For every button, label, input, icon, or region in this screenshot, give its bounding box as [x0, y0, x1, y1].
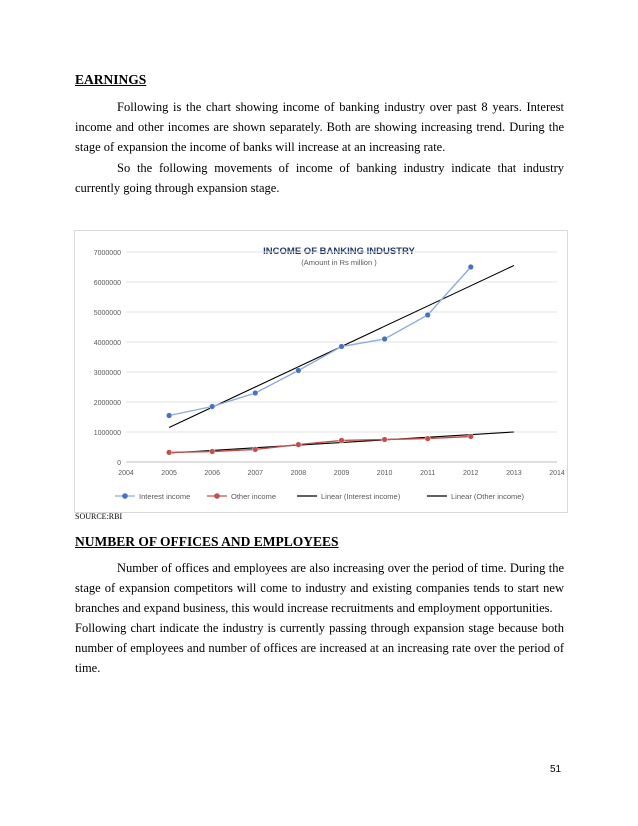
offices-heading: NUMBER OF OFFICES AND EMPLOYEES [75, 534, 339, 549]
y-tick-label: 5000000 [93, 310, 121, 317]
data-point [382, 336, 388, 342]
data-point [339, 344, 345, 350]
x-tick-label: 2012 [463, 470, 479, 477]
legend-label: Linear (Other income) [451, 492, 524, 501]
x-tick-label: 2004 [118, 470, 134, 477]
data-point [468, 434, 474, 440]
x-tick-label: 2010 [376, 470, 393, 477]
y-tick-label: 1000000 [93, 430, 121, 437]
data-point [468, 264, 474, 270]
legend-label: Linear (Interest income) [321, 492, 401, 501]
y-tick-label: 2000000 [93, 400, 121, 407]
x-tick-label: 2009 [333, 470, 350, 477]
data-point [166, 450, 172, 456]
x-tick-label: 2007 [247, 470, 264, 477]
y-tick-label: 6000000 [93, 280, 121, 287]
x-tick-label: 2008 [290, 470, 307, 477]
x-tick-label: 2005 [161, 470, 177, 477]
y-tick-label: 0 [117, 460, 121, 467]
data-point [339, 438, 345, 444]
data-point [166, 413, 172, 419]
income-chart [74, 230, 568, 513]
data-point [425, 436, 431, 442]
data-point [425, 312, 431, 318]
legend-label: Interest income [139, 492, 191, 501]
data-point [253, 390, 259, 396]
y-tick-label: 4000000 [93, 340, 121, 347]
page-number: 51 [550, 764, 562, 775]
x-tick-label: 2011 [420, 470, 436, 477]
legend-marker [214, 493, 220, 499]
data-point [296, 368, 302, 374]
x-tick-label: 2013 [506, 470, 522, 477]
data-point [209, 404, 215, 410]
earnings-heading: EARNINGS [75, 72, 147, 87]
offices-paragraph-2: Following chart indicate the industry is currently passing through expansion stage because both number of employees and number of offices are increased at an increasing rate over the period of time. [75, 621, 564, 675]
data-point [296, 442, 302, 448]
y-tick-label: 7000000 [93, 250, 121, 257]
legend-marker [122, 493, 128, 499]
earnings-paragraph-1: Following is the chart showing income of banking industry over past 8 years. Interest income and other incomes are shown separately. Both are showing increasing trend. During the stage of expansion the income of banks will increase at an increasing rate. [75, 100, 564, 154]
income-chart-svg [75, 231, 567, 512]
chart-subtitle: (Amount in Rs million ) [301, 258, 377, 267]
x-tick-label: 2006 [204, 470, 220, 477]
data-point [209, 449, 215, 455]
data-point [253, 447, 259, 453]
chart-title: INCOME OF BANKING INDUSTRY [263, 246, 415, 257]
chart-source: SOURCE:RBI [75, 512, 123, 521]
y-tick-label: 3000000 [93, 370, 121, 377]
data-point [382, 437, 388, 443]
earnings-paragraph-2: So the following movements of income of banking industry indicate that industry currently going through expansion stage. [75, 161, 564, 195]
series-line [169, 267, 471, 416]
offices-paragraph-1: Number of offices and employees are also increasing over the period of time. During the stage of expansion competitors will come to industry and existing companies tends to start new branches and expand business, this would increase recruitments and employment opportunities. [75, 561, 564, 615]
legend-label: Other income [231, 492, 277, 501]
x-tick-label: 2014 [549, 470, 565, 477]
